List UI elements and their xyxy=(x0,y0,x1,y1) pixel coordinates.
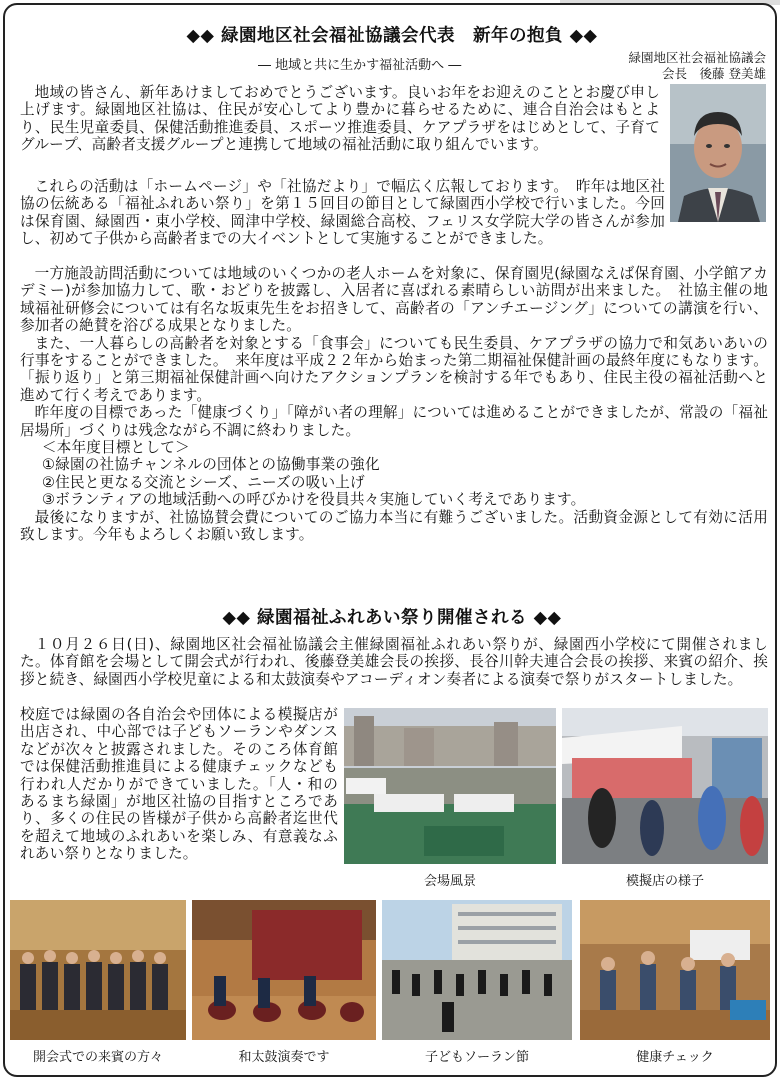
health-check-photo xyxy=(580,900,770,1040)
paragraph: これらの活動は「ホームページ」や「社協だより」で幅広く広報しております。 昨年は地区社協の伝統ある「福祉ふれあい祭り」を第１５回目の節目として緑園西小学校で行いました。今回は保育園、緑園西・東小学校、岡津中学校、緑園総合高校、フェリス女学院大学の皆さんが参加し、初めて子供から高齢者までの大イベントとして実施することができました。 xyxy=(20,178,665,248)
stall-photo xyxy=(562,708,768,864)
goal-item: ①緑園の社協チャンネルの団体との協働事業の強化 xyxy=(41,456,380,474)
goal-item: ③ボランティアの地域活動への呼びかけを役員共々実施していく考えであります。 xyxy=(41,491,586,509)
paragraph: 昨年度の目標であった「健康づくり」「障がい者の理解」については進めることができましたが、常設の「福祉居場所」づくりは残念ながら不調に終わりました。 xyxy=(20,404,768,439)
caption-health-check: 健康チェック xyxy=(636,1050,714,1065)
article2-intro xyxy=(20,636,768,688)
caption-venue: 会場風景 xyxy=(423,874,476,889)
portrait-photo xyxy=(670,84,766,222)
article1-subtitle: ― 地域と共に生かす福祉活動へ ― xyxy=(258,58,462,73)
taiko-photo xyxy=(192,900,376,1040)
caption-soran: 子どもソーラン節 xyxy=(424,1050,529,1065)
goals-heading: ＜本年度目標として＞ xyxy=(41,439,190,457)
paragraph: 地域の皆さん、新年あけましておめでとうございます。良いお年をお迎えのこととお慶び申し上げます。緑園地区社協は、住民が安心してより豊かに暮らせるために、連合自治会はもとより、民生児童委員、保健活動推進委員、スポーツ推進委員、ケアプラザをはじめとして、子育てグループ、高齢者支援グループと連携して地域の福祉活動に取り組んでいます。 xyxy=(20,84,660,154)
closing-paragraph: 最後になりますが、社協協賛会費についてのご協力本当に有難うございました。活動資金源として有効に活用致します。今年もよろしくお願い致します。 xyxy=(20,508,768,544)
paragraph: 校庭では緑園の各自治会や団体による模擬店が出店され、中心部では子どもソーランやダンスなどが次々と披露されました。そのころ体育館では保健活動推進員による健康チェックなども行われ人だかりができていました。「人・和のあるまち緑園」が地区社協の目指すところであり、多くの住民の皆様が子供から高齢者迄世代を超えて地域のふれあいを楽しみ、有意義なふれあい祭りとなりました。 xyxy=(20,706,338,863)
author-name: 会長 後藤 登美雄 xyxy=(662,66,766,81)
article2-left-column xyxy=(20,706,338,863)
venue-photo xyxy=(344,708,556,864)
guests-photo xyxy=(10,900,186,1040)
article1-body-top xyxy=(20,84,660,154)
article1-title: ◆◆ 緑園地区社会福祉協議会代表 新年の抱負 ◆◆ xyxy=(186,26,598,46)
paragraph: １０月２６日(日)、緑園地区社会福祉協議会主催緑園福祉ふれあい祭りが、緑園西小学校にて開催されました。体育館を会場として開会式が行われ、後藤登美雄会長の挨拶、長谷川幹夫連合会長の挨拶、来賓の紹介、挨拶と続き、緑園西小学校児童による和太鼓演奏やアコーディオン奏者による演奏で祭りがスタートしました。 xyxy=(20,636,768,688)
caption-taiko: 和太鼓演奏です xyxy=(238,1050,330,1065)
caption-guests: 開会式での来賓の方々 xyxy=(32,1050,163,1065)
author-block xyxy=(606,50,766,82)
article1-body-rest xyxy=(20,265,768,544)
goal-item: ②住民と更なる交流とシーズ、ニーズの吸い上げ xyxy=(41,473,365,491)
article2-title: ◆◆ 緑園福祉ふれあい祭り開催される ◆◆ xyxy=(222,608,562,628)
paragraph: また、一人暮らしの高齢者を対象とする「食事会」についても民生委員、ケアプラザの協力で和気あいあいの行事をすることができました。 来年度は平成２２年から始まった第二期福祉保健計画の最終年度にもなります。「振り返り」と第三期福祉保健計画へ向けたアクションプランを検討する年でもあり、住民主役の福祉活動へと進めて行く考えであります。 xyxy=(20,334,768,404)
author-org: 緑園地区社会福祉協議会 xyxy=(628,50,766,65)
article1-body-p2a xyxy=(20,178,665,248)
paragraph: 一方施設訪問活動については地域のいくつかの老人ホームを対象に、保育園児(緑園なえば保育園、小学館アカデミー)が参加協力して、歌・おどりを披露し、入居者に喜ばれる素晴らしい訪問が出来ました。 社協主催の地域福祉研修会については有名な坂東先生をお招きして、高齢者の「アンチエージング」についての講演を行い、参加者の絶賛を浴びる成果となりました。 xyxy=(20,265,768,335)
caption-stalls: 模擬店の様子 xyxy=(625,874,704,889)
soran-photo xyxy=(382,900,572,1040)
